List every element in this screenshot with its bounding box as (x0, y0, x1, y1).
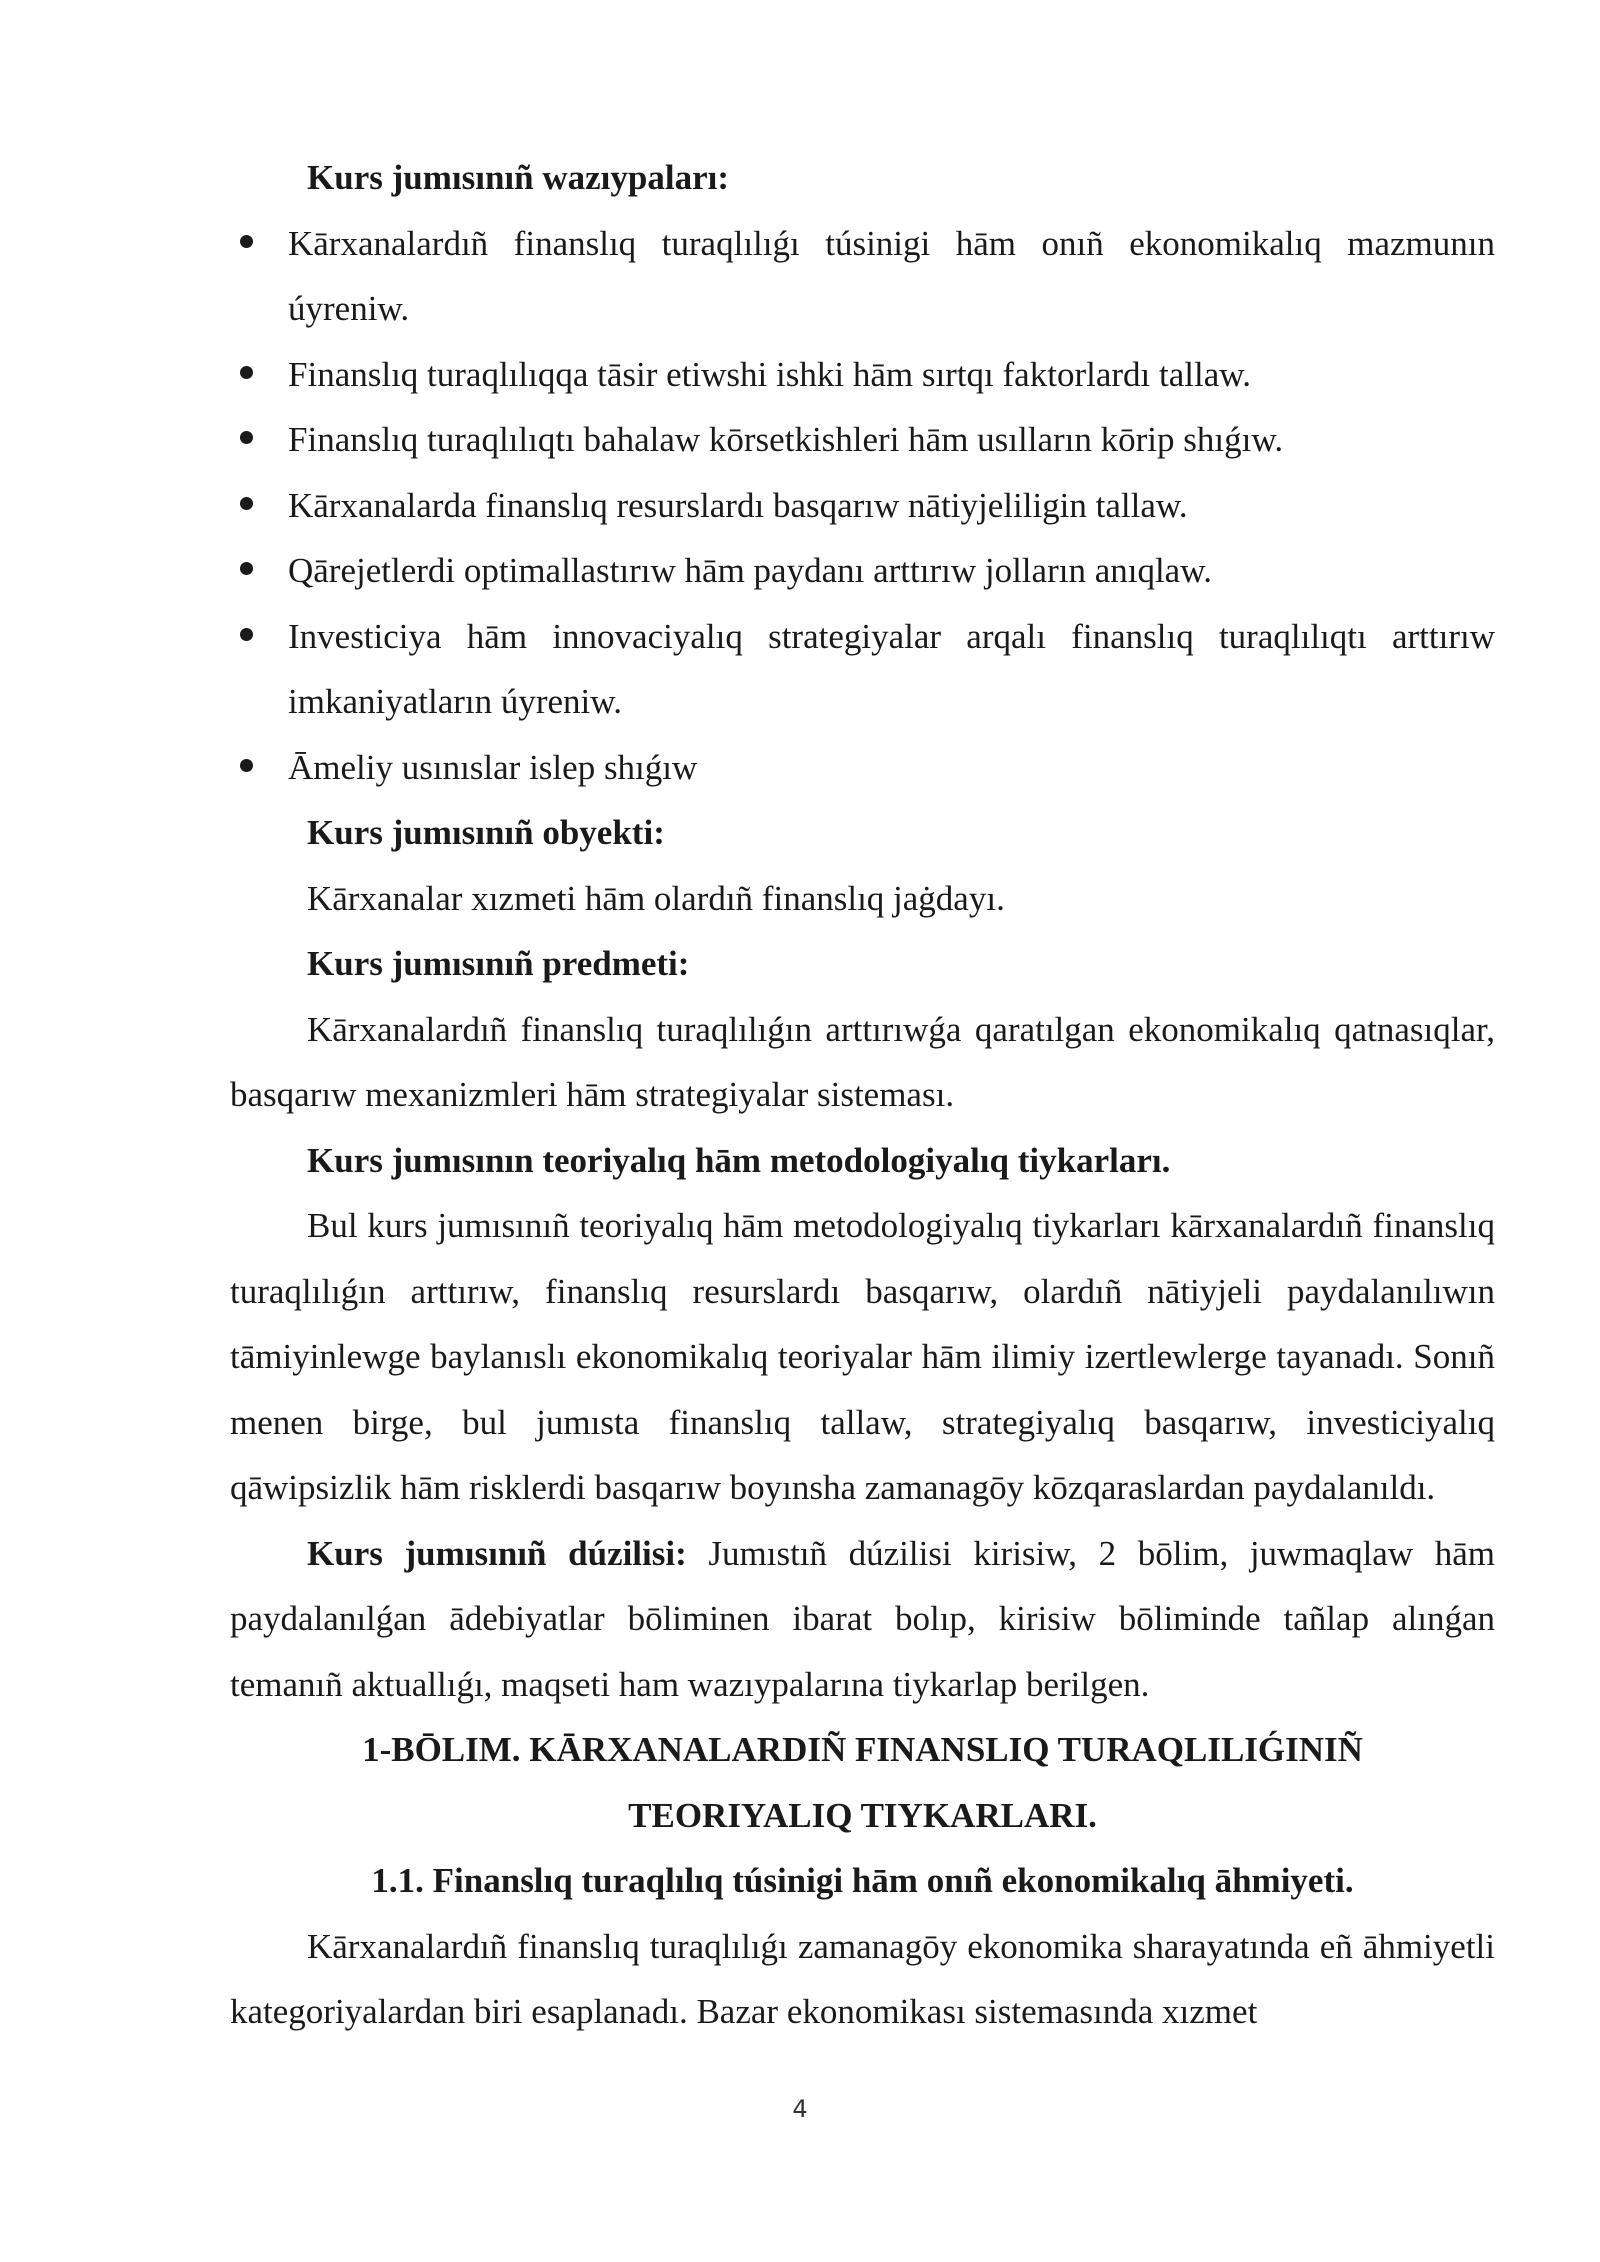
structure-text: Jumıstıñ dúzilisi kirisiw, 2 bōlim, juwmaqlaw hām paydalanılǵan ādebiyatlar bōliminen ibarat bolıp, kirisiw bōliminde tañlap alınǵan temanıñ aktuallıǵı, maqseti ham wazıypalarına tiykarlap berilgen. (230, 1533, 1496, 1704)
list-item-text: Investiciya hām innovaciyalıq strategiyalar arqalı finanslıq turaqlılıqtı arttırıw imkaniyatların úyreniw. (288, 616, 1495, 721)
list-item-text: Kārxanalardıñ finanslıq turaqlılıǵı túsinigi hām onıñ ekonomikalıq mazmunın úyreniw. (288, 223, 1495, 328)
bullet-icon (240, 431, 253, 444)
object-heading: Kurs jumısınıñ obyekti: (307, 813, 665, 852)
list-item-text: Finanslıq turaqlılıqtı bahalaw kōrsetkishleri hām usılların kōrip shıǵıw. (288, 420, 1284, 459)
page-number: 4 (792, 2095, 808, 2123)
tasks-list (230, 211, 1495, 801)
structure-label: Kurs jumısınıñ dúzilisi: (307, 1533, 687, 1573)
list-item (230, 342, 1495, 408)
chapter-title-line-2: TEORIYALIQ TIYKARLARI. (628, 1795, 1097, 1835)
list-item (230, 211, 1495, 342)
list-item-text: Āmeliy usınıslar islep shıǵıw (288, 747, 698, 787)
list-item (230, 604, 1495, 735)
document-page (230, 145, 1495, 2045)
object-text: Kārxanalar xızmeti hām olardıñ finanslıq jaġdayı. (307, 878, 1005, 918)
basis-heading: Kurs jumısının teoriyalıq hām metodologiyalıq tiykarları. (307, 1140, 1171, 1180)
section-text: Kārxanalardıñ finanslıq turaqlılıǵı zamanagōy ekonomika sharayatında eñ āhmiyetli kategoriyalardan biri esaplanadı. Bazar ekonomikası sistemasında xızmet (230, 1926, 1495, 2031)
list-item-text: Kārxanalarda finanslıq resurslardı basqarıw nātiyjeliligin tallaw. (288, 485, 1188, 525)
bullet-icon (240, 235, 253, 248)
list-item (230, 735, 1495, 801)
list-item-text: Qārejetlerdi optimallastırıw hām paydanı arttırıw jolların anıqlaw. (288, 551, 1212, 590)
list-item (230, 473, 1495, 539)
basis-text: Bul kurs jumısınıñ teoriyalıq hām metodologiyalıq tiykarları kārxanalardıñ finanslıq turaqlılıǵın arttırıw, finanslıq resurslardı basqarıw, olardıñ nātiyjeli paydalanılıwın tāmiyinlewge baylanıslı ekonomikalıq teoriyalar hām ilimiy izertlewlerge tayanadı. Sonıñ menen birge, bul jumısta finanslıq tallaw, strategiyalıq basqarıw, investiciyalıq qāwipsizlik hām risklerdi basqarıw boyınsha zamanagōy kōzqaraslardan paydalanıldı. (230, 1206, 1495, 1507)
bullet-icon (240, 759, 253, 772)
bullet-icon (240, 497, 253, 510)
list-item-text: Finanslıq turaqlılıqqa tāsir etiwshi ishki hām sırtqı faktorlardı tallaw. (288, 354, 1251, 394)
bullet-icon (240, 628, 253, 641)
list-item (230, 407, 1495, 473)
chapter-title-line-1: 1-BŌLIM. KĀRXANALARDIÑ FINANSLIQ TURAQLILIǴINIÑ (362, 1730, 1363, 1769)
subject-text: Kārxanalardıñ finanslıq turaqlılıǵın arttırıwǵa qaratılgan ekonomikalıq qatnasıqlar, basqarıw mexanizmleri hām strategiyalar sisteması. (230, 1009, 1495, 1114)
tasks-heading: Kurs jumısınıñ wazıypaları: (307, 158, 729, 197)
list-item (230, 538, 1495, 604)
structure-paragraph (230, 1521, 1495, 1718)
subject-heading: Kurs jumısınıñ predmeti: (307, 944, 690, 983)
bullet-icon (240, 366, 253, 379)
section-title: 1.1. Finanslıq turaqlılıq túsinigi hām onıñ ekonomikalıq āhmiyeti. (371, 1861, 1354, 1900)
bullet-icon (240, 562, 253, 575)
